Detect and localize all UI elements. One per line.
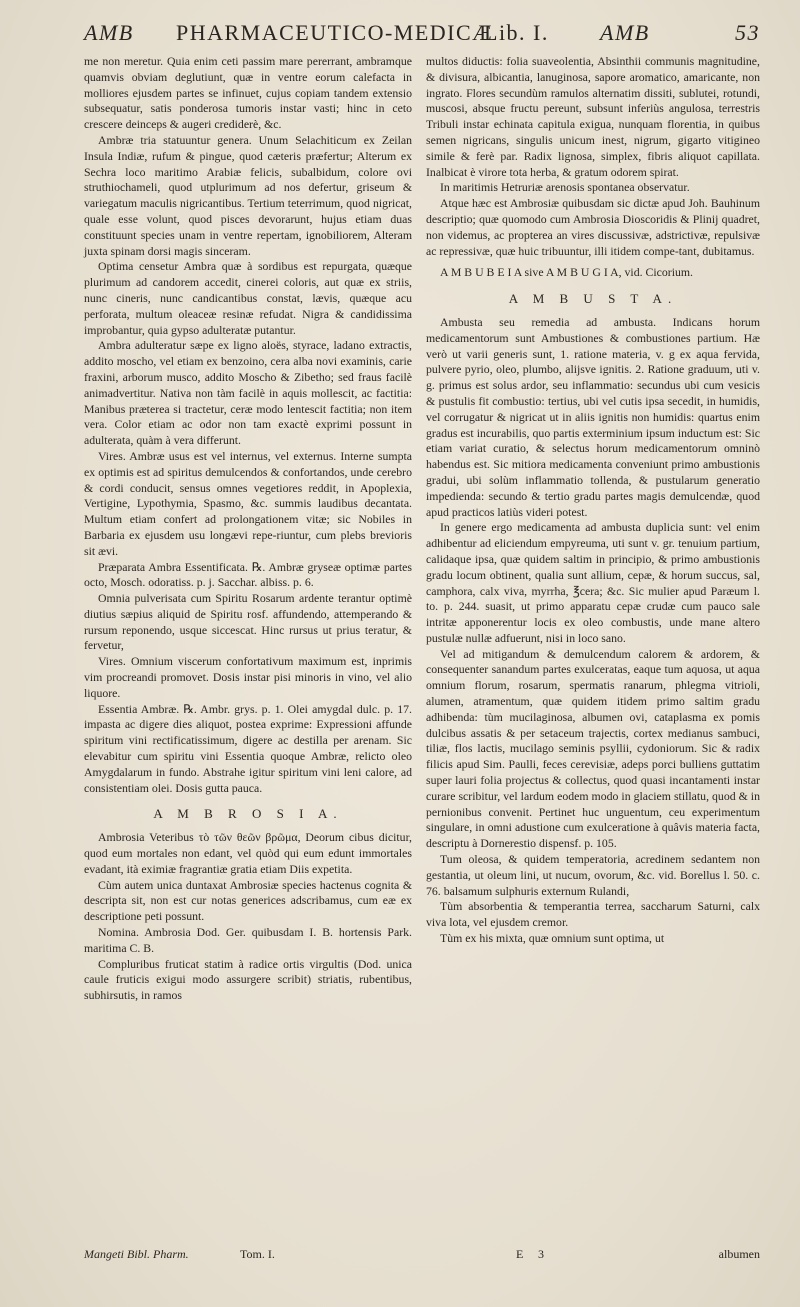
paragraph: Essentia Ambræ. ℞. Ambr. grys. p. 1. Olei amygdal dulc. p. 17. impasta ac digere dies aliquot, postea exprime: Expressioni affunde spiritum vini rectificatissimum, digere ac destilla per arenam. Sic elevabitur cum spiritu vini Essentia quoque Ambræ, relicto oleo Amygdalarum in fundo. Abstrahe igitur spiritum vini leni calore, ad consistentiam olei. Dosis gutta pauca. <box>84 701 412 795</box>
paragraph: Compluribus fruticat statim à radice ortis virgultis (Dod. unica caule fruticis exigui modo assurgere scribit) striatis, rubentibus, subhirsutis, in ramos <box>84 956 412 1003</box>
paragraph: Præparata Ambra Essentificata. ℞. Ambræ gryseæ optimæ partes octo, Mosch. odoratiss. p. j. Sacchar. albiss. p. 6. <box>84 559 412 590</box>
paragraph: Omnia pulverisata cum Spiritu Rosarum ardente terantur optimè diutius sæpius aliquid de Spiritu rosf. affundendo, attemperando & rursum reponendo, usque siccescat. Hinc rursus ut prius teratur, & fervetur, <box>84 591 412 653</box>
page-number: 53 <box>735 20 760 45</box>
running-head-left: AMB <box>84 20 134 45</box>
running-head <box>84 20 760 50</box>
catchword: albumen <box>718 1247 760 1261</box>
right-column <box>426 54 760 947</box>
paragraph: Ambra adulteratur sæpe ex ligno aloës, styrace, ladano extractis, addito moscho, vel etiam ex benzoino, cera alba novi examinis, carie fraxini, arborum musco, addito Moscho & Zibetho; sed fraus facilè animadvertitur. Nativa non tàm facilè in aquis mollescit, ac factitia: Manibus præterea si tractetur, ceræ modo lentescit factitia; non item vera. Color etiam ac odor non tam exactè exprimi possunt in adulterata, quàm à vera differunt. <box>84 338 412 448</box>
paragraph: Cùm autem unica duntaxat Ambrosiæ species hactenus cognita & descripta sit, non est cur notas generices adscribamus, cum eæ ex descriptione peti possunt. <box>84 877 412 924</box>
paragraph: Vires. Ambræ usus est vel internus, vel externus. Interne sumpta ex optimis est ad spiritus demulcendos & confortandos, unde cerebro & cordi conducit, sensus omnes vegetiores reddit, in Apoplexia, Vertigine, Lypothymia, Spasmo, &c. summis laudibus decantata. Multum etiam confert ad prolongationem vitæ; sic Nobiles in Barbaria ex ejusdem usu longævi repe-riuntur, cum plebs brevioris sit ævi. <box>84 448 412 558</box>
paragraph: Optima censetur Ambra quæ à sordibus est repurgata, quæque plurimum ad candorem accedit, cinerei coloris, aut quæ ex striis, nunc cineris, nunc candicantibus constat, lævis, quæque acu perforata, multum oleaceæ resinæ refudat. Nigra & candidissima improbantur, quia gypso adulteratæ putantur. <box>84 259 412 337</box>
paragraph: Ambrosia Veteribus τὸ τῶν θεῶν βρῶμα, Deorum cibus dicitur, quod eum mortales non edant, vel quòd qui eum edunt immortales evadant, ità eximiæ fragrantiæ gratia etiam Diis expetita. <box>84 830 412 876</box>
paragraph: Tùm ex his mixta, quæ omnium sunt optima, ut <box>440 931 665 946</box>
cross-reference: A M B U B E I A sive A M B U G I A, vid. Cicorium. <box>440 265 693 280</box>
running-head-title: PHARMACEUTICO-MEDICÆ <box>176 20 494 45</box>
footer-volume: Tom. I. <box>240 1247 275 1261</box>
paragraph: Vires. Omnium viscerum confortativum maximum est, inprimis vim procreandi promovet. Dosis instar pisi minoris in vino, vel alio liquore. <box>84 654 412 700</box>
paragraph: Atque hæc est Ambrosiæ quibusdam sic dictæ apud Joh. Bauhinum descriptio; quæ quomodo cum Ambrosia Dioscoridis & Plinij quadret, non videmus, ac propterea an vires discussivæ, adstrictivæ, repulsivæ ac repressivæ, quæ huic tribuuntur, illi itidem compe-tant, dubitamus. <box>426 196 760 258</box>
running-head-right: AMB <box>600 20 650 45</box>
section-title-ambusta: A M B U S T A. <box>508 291 678 307</box>
signature-mark: E <box>516 1247 524 1261</box>
footer-left <box>84 1247 412 1262</box>
paragraph: multos diductis: folia suaveolentia, Absinthii communis magnitudine, & divisura, albicantia, lanuginosa, sapore aromatico, amaricante, non ingrato. Flores secundùm ramulos alternatim dissiti, sublutei, rotundi, muscosi, absque fructu pereunt, subsunt inferiùs angulosa, terrestris Tribuli instar echinata capitula exigua, nunquam florentia, in quibus semen nigricans, singulis unicum inest, nigrum, gigarto vitigineo simile & ferè par. Radix lignosa, simplex, fibris aliquot capillata. Inalbicat è virore tota herba, & gratum odorem spirat. <box>426 54 760 179</box>
paragraph: Ambræ tria statuuntur genera. Unum Selachiticum ex Zeilan Insula Indiæ, rufum & pingue, quod cæteris præfertur; Alterum ex Sechra loco maritimo Arabiæ felicis, subalbidum, colore ovi struthiochameli, quod utplurimum ad nos defertur, griseum & variegatum maculis nigricantibus. Tertium teterrimum, quod nigricat, quale esse volunt, quod pisces devorarunt, hujus etiam duas constituunt species unam in ventre repertam, ignobiliorem, Alteram juxta spinam dorsi magis sinceram. <box>84 132 412 258</box>
paragraph: Tùm absorbentia & temperantia terrea, saccharum Saturni, calx viva lota, vel ejusdem cremor. <box>426 899 760 930</box>
paragraph: In maritimis Hetruriæ arenosis spontanea observatur. <box>440 180 690 195</box>
paragraph: Ambusta seu remedia ad ambusta. Indicans horum medicamentorum sunt Ambustiones & combustiones partium. Hæ verò ut varii generis sunt, 1. ratione materia, v. g ex aqua fervida, pulvere pyrio, oleo, plumbo, alijsve ignitis. 2. Ratione graduum, uti v. g. primus est solus ardor, seu inflammatio: secundus ubi cum vesicis & pustulis fit combustio: tertius, ubi vel cutis ipsa secedit, in humidis, vel corrugatur & nigricat ut in aliis ignitis non humidis: quartus enim gradus est incurabilis, quo partis exterminium ipsum inductum est: Sic etiam variat curatio, & selectus horum medicamentorum omninò habendus est. Sic mitiora medicamenta conveniunt primo ambustionis gradui, ubi solùm inflammatio tollenda, & pustularum generatio impedienda: secundo & tertio gradu partes magis demulcendæ, quod apud practicos latiùs videri potest. <box>426 314 760 519</box>
left-column <box>84 54 412 1004</box>
paragraph: Tum oleosa, & quidem temperatoria, acredinem sedantem non gestantia, ut oleum lini, ut nucum, ovorum, &c. vid. Borellus l. 50. c. 76. balsamum sulphuris externum Rulandi, <box>426 852 760 898</box>
running-head-book: Lib. I. <box>484 20 549 45</box>
footer-title: Mangeti Bibl. Pharm. <box>84 1247 189 1261</box>
paragraph: In genere ergo medicamenta ad ambusta duplicia sunt: vel enim adhibentur ad eliciendum empyreuma, uti sunt v. gr. tenuium partium, calidaque ipsa, quæ quidem saltim in principio, & primo ambustionis gradu locum obtinent, qualia sunt allium, cepæ, & horum succus, sal, camphora, calx viva, myrrha, ℥cera; &c. Sic mulier apud Paræum l. to. p. 244. suasit, ut primo apparatu cepæ crudæ cum pauco sale intritæ apponerentur locis ex oleo combustis, unde mane altero pustulæ nullæ adfuerunt, nisi in loco sano. <box>426 520 760 645</box>
paragraph: Vel ad mitigandum & demulcendum calorem & ardorem, & consequenter sanandum partes exulceratas, eaque tum aquosa, ut aqua omnium florum, rosarum, spermatis ranarum, phlegma vitrioli, alumen, atramentum, quæ quidem itidem primo saltim gradu adhibenda: tùm mucilaginosa, albumen ovi, cataplasma ex pomis dulcibus assatis & per setaceum trajectis, cortex medianus sambuci, tiliæ, flos lactis, mucilago seminis psyllii, cydoniorum. Sic & radix filicis apud Sim. Paulli, feces cerevisiæ, adeps porci bulliens guttatim super lauri folia projectus & collectus, quod quasi incantamenti instar curare scribitur, vel lardum eodem modo in glaciem stillatu, quod & in pernionibus convenit. Pertinet huc unguentum, ceu experimentum singulare, in omni adustione cum exulceratione à quâvis materia facta, descriptu à Dornerestio dispensf. p. 105. <box>426 646 760 851</box>
paragraph: me non meretur. Quia enim ceti passim mare pererrant, ambramque quamvis obviam deglutiunt, quæ in ventre eorum calefacta in molliores ejusdem partes se infinuet, cujus copiam tandem extensio subsequatur, satis ponderosa tumoris instar vasti; hinc in ceto crescere deinceps & augeri crediderè, &c. <box>84 54 412 132</box>
paragraph: Nomina. Ambrosia Dod. Ger. quibusdam I. B. hortensis Park. maritima C. B. <box>84 925 412 955</box>
signature-number: 3 <box>538 1247 544 1261</box>
section-title-ambrosia: A M B R O S I A. <box>153 806 343 822</box>
